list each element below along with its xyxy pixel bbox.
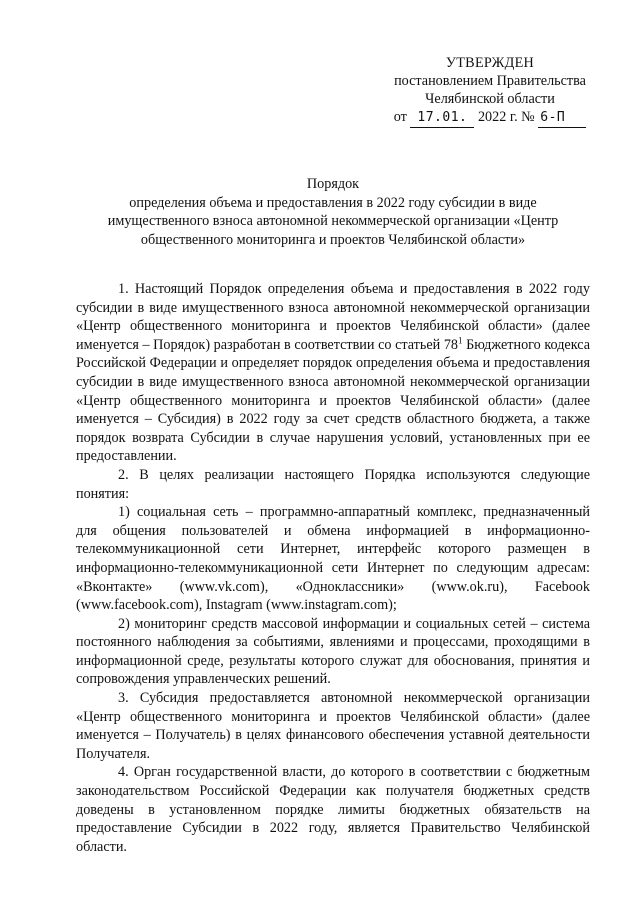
approval-dateline xyxy=(380,108,600,128)
paragraph-1-text-b: Бюджетного кодекса Российской Федерации и определяет порядок определения объема и предоставления субсидии в виде имущественного взноса автономной некоммерческой организации «Центр общественного мониторинга и проектов Челябинской области» (далее именуется – Субсидия) в 2022 году за счет средств областного бюджета, а также порядок возврата Субсидии в случае нарушения условий, установленных при ее предоставлении. xyxy=(76,336,591,465)
handwritten-number: 6-П xyxy=(538,109,586,128)
approval-stamp xyxy=(380,54,600,128)
article-superscript: 1 xyxy=(458,335,463,346)
approval-region: Челябинской области xyxy=(425,91,555,107)
approval-heading: УТВЕРЖДЕН xyxy=(445,55,535,71)
paragraph-3: 1) социальная сеть – программно-аппаратный комплекс, предназначенный для общения пользователей и обмена информацией в информационно-телекоммуникационной сети Интернет, интерфейс которого размещен в информационно-телекоммуникационной сети Интернет по следующим адресам: «Вконтакте» (www.vk.com), «Одноклассники» (www.ok.ru), Facebook (www.facebook.com), Instagram (www.instagram.com); xyxy=(76,504,590,614)
title-line-2: определения объема и предоставления в 2022 году субсидии в виде xyxy=(129,194,537,211)
paragraph-2: 2. В целях реализации настоящего Порядка используются следующие понятия: xyxy=(76,466,590,502)
approval-authority: постановлением Правительства xyxy=(394,73,586,89)
title-line-4: общественного мониторинга и проектов Челябинской области» xyxy=(140,231,526,248)
paragraph-1-text-a: 1. Настоящий Порядок определения объема и предоставления в 2022 году субсидии в виде имущественного взноса автономной некоммерческой организации «Центр общественного мониторинга и проектов Челябинской области» (далее именуется – Порядок) разработан в соответствии со статьей 78 xyxy=(76,281,590,353)
document-title xyxy=(76,175,590,249)
handwritten-date: 17.01. xyxy=(410,109,474,128)
title-line-1: Порядок xyxy=(306,176,360,192)
paragraph-5: 3. Субсидия предоставляется автономной некоммерческой организации «Центр общественного мониторинга и проектов Челябинской области» (далее именуется – Получатель) в целях финансового обеспечения уставной деятельности Получателя. xyxy=(76,690,590,762)
title-line-3: имущественного взноса автономной некоммерческой организации «Центр xyxy=(107,213,559,229)
date-year: 2022 г. № xyxy=(477,109,535,125)
paragraph-4: 2) мониторинг средств массовой информации и социальных сетей – система постоянного наблюдения за событиями, явлениями и процессами, проходящими в информационной среде, результаты которого служат для обоснования, принятия и сопровождения управленческих решений. xyxy=(76,615,590,688)
paragraph-6: 4. Орган государственной власти, до которого в соответствии с бюджетным законодательством Российской Федерации как получателя бюджетных средств доведены в установленном порядке лимиты бюджетных обязательств на предоставление Субсидии в 2022 году, является Правительство Челябинской области. xyxy=(76,764,590,855)
paragraph-1 xyxy=(76,280,590,466)
date-prefix: от xyxy=(393,109,407,125)
document-body xyxy=(76,280,590,856)
